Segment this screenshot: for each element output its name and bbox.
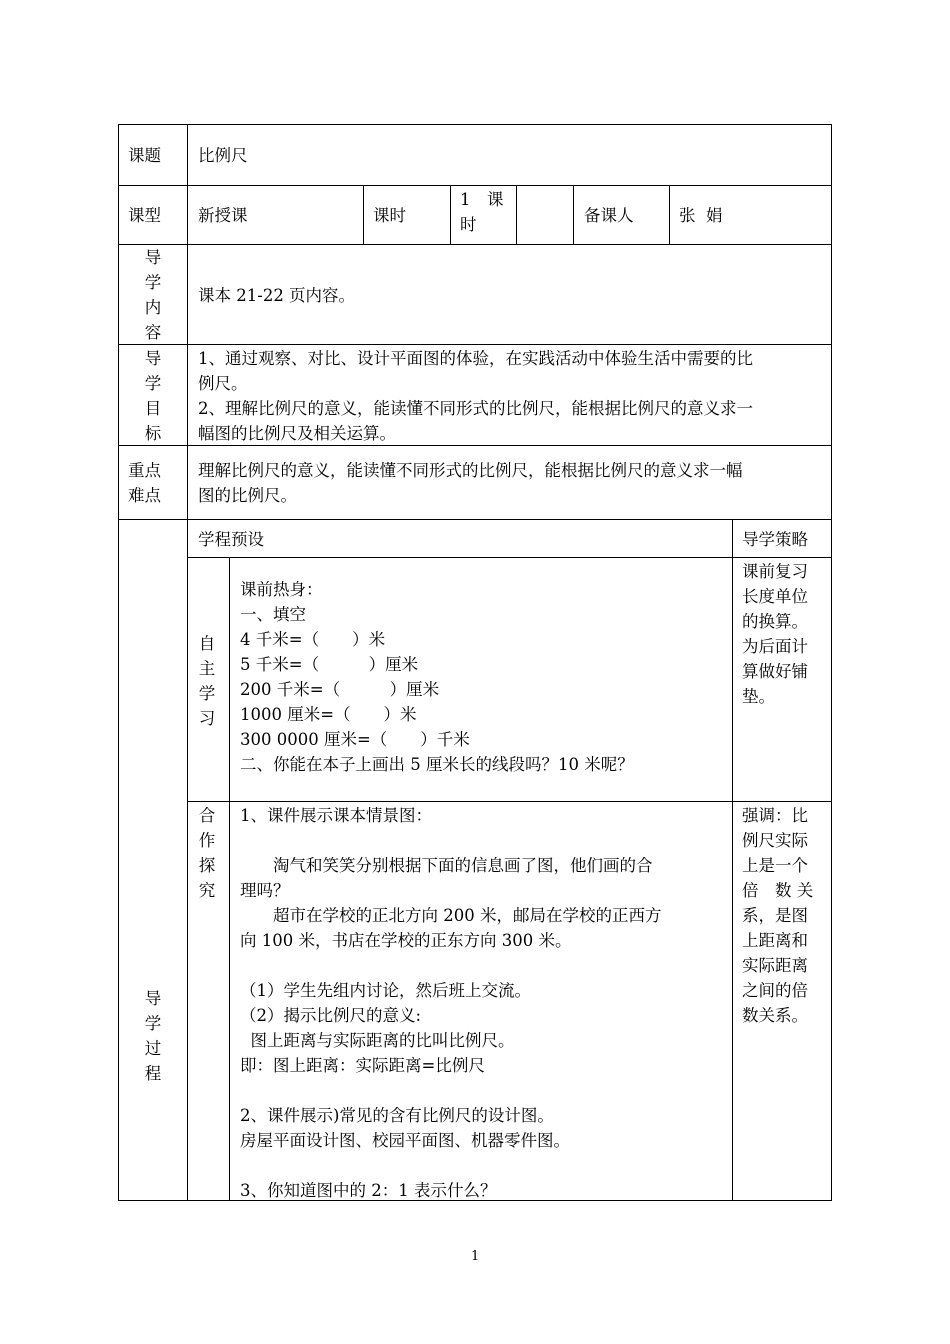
table-border-right: [831, 124, 832, 1201]
text-line: 3、你知道图中的 2：1 表示什么？: [240, 1181, 497, 1200]
keypoint-label: 重点: [128, 461, 161, 480]
goal-text: [198, 346, 753, 446]
col-divider: [450, 185, 451, 245]
topic-value: 比例尺: [198, 146, 248, 165]
col-divider: [229, 557, 230, 1201]
label-char: 目: [144, 399, 162, 418]
label-char: 学: [144, 1014, 162, 1033]
text-line: 淘气和笑笑分别根据下面的信息画了图，他们画的合: [240, 856, 653, 875]
text-line: 算做好铺: [742, 662, 808, 681]
text-line: 实际距离: [742, 956, 808, 975]
table-border-left: [118, 124, 119, 1201]
preparer-name: 张 娟: [679, 206, 723, 225]
text-line: （2）揭示比例尺的意义:: [240, 1006, 422, 1025]
text-line: 课前复习: [742, 562, 808, 581]
label-char: 过: [144, 1039, 162, 1058]
text-line: 一、填空: [240, 605, 306, 624]
col-divider: [187, 124, 188, 1201]
text-line: 4 千米=（ ）米: [240, 630, 386, 649]
text-line: 系，是图: [742, 906, 808, 925]
col-divider: [732, 519, 733, 1201]
text-line: 理吗？: [240, 881, 290, 900]
text-line: 幅图的比例尺及相关运算。: [198, 424, 396, 443]
col-divider: [516, 185, 517, 245]
text-line: 的换算。: [742, 612, 808, 631]
text-line: 强调：比: [742, 806, 808, 825]
col-divider: [363, 185, 364, 245]
text-line: 1、课件展示课本情景图：: [240, 806, 432, 825]
content-text: 课本 21-22 页内容。: [198, 286, 356, 305]
period-value: 时: [460, 215, 477, 234]
label-char: 程: [144, 1064, 162, 1083]
process-label: [143, 986, 163, 1086]
text-line: 垫。: [742, 687, 775, 706]
label-char: 习: [198, 709, 216, 728]
label-char: 学: [144, 273, 162, 292]
row-divider: [187, 801, 832, 802]
text-line: 之间的倍: [742, 981, 808, 1000]
text-line: [240, 1153, 661, 1178]
period-value: 1 课: [460, 190, 504, 209]
plan-header: 学程预设: [198, 530, 264, 549]
text-line: 1、通过观察、对比、设计平面图的体验，在实践活动中体验生活中需要的比: [198, 349, 753, 368]
label-char: 标: [144, 424, 162, 443]
topic-label: 课题: [128, 146, 161, 165]
text-line: 为后面计: [742, 637, 808, 656]
label-char: 主: [198, 659, 216, 678]
keypoint-text: [198, 458, 743, 508]
text-line: 二、你能在本子上画出 5 厘米长的线段吗？10 米呢？: [240, 755, 634, 774]
label-char: 合: [198, 806, 216, 825]
col-divider: [669, 185, 670, 245]
label-char: 自: [198, 634, 216, 653]
row-divider: [187, 557, 832, 558]
text-line: 200 千米=（ ）厘米: [240, 680, 440, 699]
table-border-top: [118, 124, 832, 125]
label-char: 作: [198, 831, 216, 850]
type-value: 新授课: [198, 206, 248, 225]
strategy-header: 导学策略: [742, 530, 808, 549]
text-line: 例尺实际: [742, 831, 808, 850]
text-line: [240, 953, 661, 978]
text-line: 超市在学校的正北方向 200 米，邮局在学校的正西方: [240, 906, 662, 925]
label-char: 究: [198, 881, 216, 900]
content-label: [143, 245, 163, 345]
goal-label: [143, 346, 163, 446]
text-line: 长度单位: [742, 587, 808, 606]
row-divider: [118, 519, 832, 520]
label-char: 学: [198, 684, 216, 703]
text-line: 2、理解比例尺的意义，能读懂不同形式的比例尺，能根据比例尺的意义求一: [198, 399, 753, 418]
text-line: 图的比例尺。: [198, 486, 297, 505]
text-line: 上是一个: [742, 856, 808, 875]
text-line: 课前热身：: [240, 580, 323, 599]
label-char: 导: [144, 248, 162, 267]
text-line: 理解比例尺的意义，能读懂不同形式的比例尺，能根据比例尺的意义求一幅: [198, 461, 743, 480]
keypoint-label: 难点: [128, 486, 161, 505]
row-divider: [118, 185, 832, 186]
row-divider: [118, 244, 832, 245]
label-char: 学: [144, 374, 162, 393]
label-char: 导: [144, 349, 162, 368]
text-line: 上距离和: [742, 931, 808, 950]
text-line: 2、课件展示)常见的含有比例尺的设计图。: [240, 1106, 554, 1125]
label-char: 容: [144, 323, 162, 342]
text-line: 即：图上距离：实际距离=比例尺: [240, 1056, 485, 1075]
text-line: [240, 828, 661, 853]
preparer-label: 备课人: [584, 206, 634, 225]
coop-text: [240, 803, 661, 1203]
period-label: 课时: [373, 206, 406, 225]
text-line: 数关系。: [742, 1006, 808, 1025]
text-line: （1）学生先组内讨论，然后班上交流。: [240, 981, 531, 1000]
col-divider: [573, 185, 574, 245]
text-line: 300 0000 厘米=（ ）千米: [240, 730, 470, 749]
text-line: 倍 数 关: [742, 881, 814, 900]
label-char: 内: [144, 298, 162, 317]
text-line: 图上距离与实际距离的比叫比例尺。: [240, 1031, 515, 1050]
text-line: 5 千米=（ ）厘米: [240, 655, 419, 674]
coop-label: [197, 803, 217, 903]
label-char: 导: [144, 989, 162, 1008]
text-line: 1000 厘米=（ ）米: [240, 705, 417, 724]
row-divider: [118, 344, 832, 345]
text-line: 向 100 米，书店在学校的正东方向 300 米。: [240, 931, 572, 950]
text-line: 例尺。: [198, 374, 248, 393]
page-number: 1: [471, 1249, 480, 1264]
self-study-text: [240, 577, 634, 777]
type-label: 课型: [128, 206, 161, 225]
label-char: 探: [198, 856, 216, 875]
text-line: 房屋平面设计图、校园平面图、机器零件图。: [240, 1131, 570, 1150]
self-study-strategy: [742, 559, 808, 709]
coop-strategy: [742, 803, 813, 1028]
text-line: [240, 1078, 661, 1103]
self-study-label: [197, 631, 217, 731]
